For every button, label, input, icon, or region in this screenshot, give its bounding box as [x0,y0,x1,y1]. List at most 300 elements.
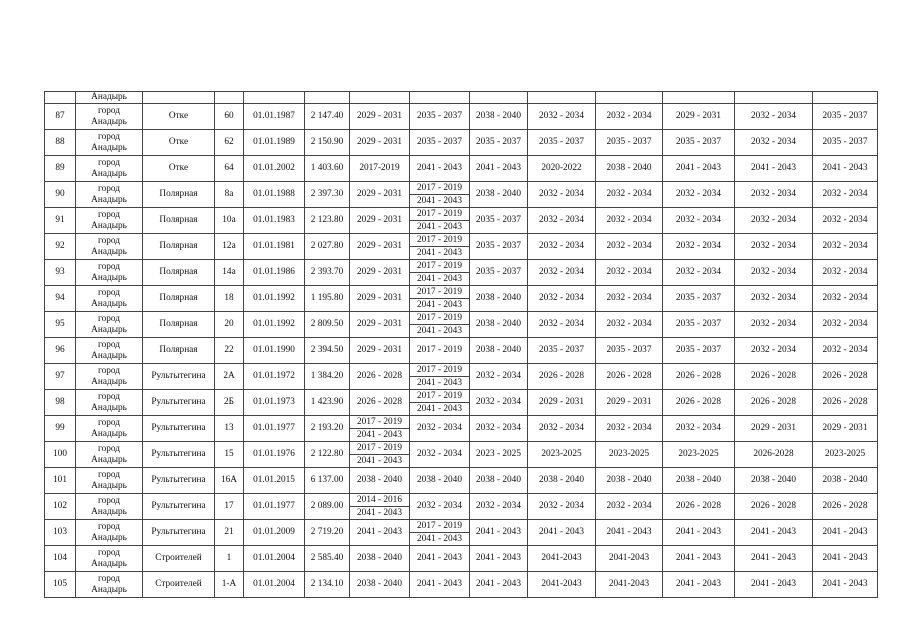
table-row [45,338,878,364]
date-cell: 01.01.2002 [244,156,305,182]
date-cell: 01.01.2009 [244,520,305,546]
date-cell: 01.01.1981 [244,234,305,260]
period-cell: 2032 - 2034 [470,494,528,520]
date-cell: 01.01.1973 [244,390,305,416]
table-row [45,92,878,104]
period-cell: 2041-2043 [596,572,663,598]
area-cell: 2 122.80 [305,442,350,468]
period-cell: 2041 - 2043 [813,546,878,572]
place-name: Анадырь [91,428,127,439]
period-cell: 2032 - 2034 [813,234,878,260]
table-row [45,156,878,182]
period-cell: 2041 - 2043 [410,546,470,572]
period-cell [410,312,470,338]
place-name: Анадырь [91,376,127,387]
place-name: Анадырь [91,558,127,569]
period-cell: 2032 - 2034 [735,286,813,312]
street-cell: Полярная [143,338,215,364]
period-cell: 2041 - 2043 [663,572,735,598]
period-cell: 2038 - 2040 [470,182,528,208]
period-cell: 2041 - 2043 [528,520,596,546]
period-cell: 2023-2025 [813,442,878,468]
place-type: город [98,183,120,194]
period-cell [410,364,470,390]
period-cell: 2032 - 2034 [596,312,663,338]
place-name: Анадырь [91,480,127,491]
period-cell: 2032 - 2034 [596,234,663,260]
period-cell: 2017-2019 [350,156,410,182]
period-cell: 2041-2043 [528,572,596,598]
date-cell: 01.01.1987 [244,104,305,130]
period-cell: 2038 - 2040 [596,156,663,182]
place-type: город [98,235,120,246]
period-cell: 2032 - 2034 [813,286,878,312]
place-name: Анадырь [91,246,127,257]
place-name: Анадырь [91,350,127,361]
period-cell: 2032 - 2034 [528,286,596,312]
period-cell: 2041 - 2043 [735,520,813,546]
period-cell-top: 2017 - 2019 [410,234,469,247]
period-cell: 2026 - 2028 [735,494,813,520]
period-cell: 2038 - 2040 [735,468,813,494]
house-cell: 21 [215,520,244,546]
period-cell: 2038 - 2040 [663,468,735,494]
place-cell [76,312,143,338]
place-type: город [98,547,120,558]
table-row [45,208,878,234]
row-number: 93 [45,260,76,286]
place-type: город [98,105,120,116]
period-cell-bottom: 2041 - 2043 [417,248,462,258]
period-cell: 2041 - 2043 [410,156,470,182]
period-cell: 2032 - 2034 [735,338,813,364]
period-cell-top: 2017 - 2019 [350,442,409,455]
house-cell: 14а [215,260,244,286]
row-number: 103 [45,520,76,546]
period-cell: 2032 - 2034 [813,208,878,234]
period-cell: 2038 - 2040 [350,546,410,572]
house-cell: 18 [215,286,244,312]
date-cell: 01.01.1972 [244,364,305,390]
period-cell-top: 2017 - 2019 [410,182,469,195]
period-cell: 2026 - 2028 [735,364,813,390]
table-row [45,182,878,208]
house-cell: 20 [215,312,244,338]
housing-repair-table [44,91,878,598]
date-cell: 01.01.2004 [244,572,305,598]
table-row [45,416,878,442]
period-cell: 2029 - 2031 [350,260,410,286]
area-cell: 1 195.80 [305,286,350,312]
period-cell-top: 2017 - 2019 [410,390,469,403]
street-cell: Рультытегина [143,416,215,442]
period-cell: 2017 - 2019 [410,338,470,364]
period-cell: 2032 - 2034 [596,286,663,312]
table-row [45,520,878,546]
period-cell: 2029 - 2031 [350,208,410,234]
period-cell: 2035 - 2037 [528,130,596,156]
table-row [45,468,878,494]
area-cell: 2 123.80 [305,208,350,234]
table-row [45,260,878,286]
period-cell: 2035 - 2037 [470,234,528,260]
place-name: Анадырь [91,402,127,413]
place-cell [76,338,143,364]
row-number: 101 [45,468,76,494]
place-cell [76,442,143,468]
period-cell: 2032 - 2034 [470,390,528,416]
house-cell: 60 [215,104,244,130]
street-cell: Строителей [143,546,215,572]
period-cell: 2041 - 2043 [410,572,470,598]
place-cell [76,208,143,234]
period-cell: 2032 - 2034 [813,260,878,286]
place-name: Анадырь [91,532,127,543]
period-cell: 2032 - 2034 [528,182,596,208]
place-cell [76,156,143,182]
period-cell-top: 2017 - 2019 [410,520,469,533]
house-cell: 13 [215,416,244,442]
period-cell: 2038 - 2040 [470,312,528,338]
table-row [45,286,878,312]
place-type: город [98,417,120,428]
row-number: 97 [45,364,76,390]
place-cell [76,260,143,286]
period-cell: 2038 - 2040 [528,468,596,494]
date-cell: 01.01.1992 [244,312,305,338]
period-cell: 2041 - 2043 [813,572,878,598]
place-type: город [98,391,120,402]
table-row [45,546,878,572]
place-cell [76,546,143,572]
period-cell: 2038 - 2040 [470,104,528,130]
place-cell [76,572,143,598]
place-cell [76,390,143,416]
period-cell: 2041 - 2043 [735,156,813,182]
period-cell: 2026 - 2028 [528,364,596,390]
period-cell: 2035 - 2037 [470,130,528,156]
area-cell: 1 423.90 [305,390,350,416]
period-cell-top: 2017 - 2019 [410,312,469,325]
period-cell-bottom: 2041 - 2043 [417,378,462,388]
area-cell: 1 403.60 [305,156,350,182]
period-cell: 2038 - 2040 [410,468,470,494]
table-row [45,104,878,130]
table-row [45,312,878,338]
period-cell: 2029 - 2031 [350,338,410,364]
period-cell: 2029 - 2031 [596,390,663,416]
row-number: 89 [45,156,76,182]
period-cell: 2032 - 2034 [735,104,813,130]
area-cell: 2 134.10 [305,572,350,598]
place-cell: Анадырь [76,92,143,104]
date-cell: 01.01.1986 [244,260,305,286]
period-cell: 2035 - 2037 [528,338,596,364]
table-row [45,364,878,390]
place-name: Анадырь [91,324,127,335]
period-cell-bottom: 2041 - 2043 [417,222,462,232]
period-cell-bottom: 2041 - 2043 [417,274,462,284]
period-cell-bottom: 2041 - 2043 [357,430,402,440]
street-cell: Рультытегина [143,442,215,468]
period-cell: 2029 - 2031 [528,390,596,416]
period-cell-top: 2017 - 2019 [350,416,409,429]
area-cell: 2 147.40 [305,104,350,130]
row-number: 104 [45,546,76,572]
place-type: город [98,339,120,350]
period-cell: 2026 - 2028 [663,364,735,390]
period-cell: 2023-2025 [663,442,735,468]
place-name: Анадырь [91,142,127,153]
area-cell: 2 089.00 [305,494,350,520]
period-cell-bottom: 2041 - 2043 [357,508,402,518]
place-type: город [98,443,120,454]
period-cell: 2032 - 2034 [735,312,813,338]
house-cell: 17 [215,494,244,520]
period-cell: 2032 - 2034 [470,364,528,390]
area-cell: 2 193.20 [305,416,350,442]
period-cell: 2035 - 2037 [663,338,735,364]
house-cell: 10а [215,208,244,234]
date-cell: 01.01.1976 [244,442,305,468]
period-cell: 2041 - 2043 [663,156,735,182]
street-cell: Полярная [143,260,215,286]
date-cell: 01.01.2015 [244,468,305,494]
period-cell: 2032 - 2034 [596,494,663,520]
place-type: город [98,157,120,168]
row-number: 95 [45,312,76,338]
period-cell: 2026 - 2028 [813,390,878,416]
period-cell [350,416,410,442]
period-cell: 2041 - 2043 [813,520,878,546]
area-cell: 2 397.30 [305,182,350,208]
street-cell: Полярная [143,312,215,338]
period-cell: 2032 - 2034 [528,208,596,234]
period-cell: 2035 - 2037 [663,130,735,156]
period-cell-top: 2014 - 2016 [350,494,409,507]
date-cell: 01.01.1988 [244,182,305,208]
street-cell: Отке [143,104,215,130]
row-number: 96 [45,338,76,364]
period-cell: 2032 - 2034 [735,182,813,208]
row-number: 88 [45,130,76,156]
period-cell: 2032 - 2034 [735,234,813,260]
period-cell: 2041-2043 [596,546,663,572]
place-type: город [98,365,120,376]
place-cell [76,520,143,546]
period-cell: 2038 - 2040 [470,468,528,494]
street-cell: Строителей [143,572,215,598]
period-cell: 2026 - 2028 [596,364,663,390]
period-cell: 2041 - 2043 [735,572,813,598]
place-cell [76,104,143,130]
period-cell: 2032 - 2034 [596,260,663,286]
period-cell: 2035 - 2037 [813,104,878,130]
period-cell: 2032 - 2034 [663,416,735,442]
period-cell: 2041 - 2043 [735,546,813,572]
place-name: Анадырь [91,116,127,127]
period-cell: 2032 - 2034 [410,442,470,468]
period-cell: 2041 - 2043 [350,520,410,546]
place-name: Анадырь [91,272,127,283]
period-cell: 2032 - 2034 [528,416,596,442]
period-cell: 2035 - 2037 [813,130,878,156]
table-row [45,390,878,416]
house-cell: 2Б [215,390,244,416]
date-cell: 01.01.1989 [244,130,305,156]
place-cell [76,468,143,494]
period-cell: 2041 - 2043 [663,546,735,572]
period-cell: 2029 - 2031 [813,416,878,442]
table-row [45,130,878,156]
period-cell [410,260,470,286]
period-cell: 2035 - 2037 [470,208,528,234]
period-cell: 2032 - 2034 [528,104,596,130]
period-cell: 2038 - 2040 [470,286,528,312]
street-cell: Рультытегина [143,494,215,520]
period-cell: 2038 - 2040 [350,468,410,494]
period-cell: 2038 - 2040 [596,468,663,494]
place-type: город [98,521,120,532]
period-cell: 2041 - 2043 [813,156,878,182]
period-cell: 2035 - 2037 [470,260,528,286]
period-cell: 2035 - 2037 [596,338,663,364]
period-cell: 2032 - 2034 [410,494,470,520]
period-cell: 2032 - 2034 [528,312,596,338]
period-cell: 2035 - 2037 [663,312,735,338]
house-cell: 8а [215,182,244,208]
period-cell [410,208,470,234]
place-name: Анадырь [91,298,127,309]
place-cell [76,234,143,260]
period-cell [350,442,410,468]
period-cell: 2032 - 2034 [663,182,735,208]
period-cell: 2032 - 2034 [663,208,735,234]
house-cell: 22 [215,338,244,364]
house-cell: 16А [215,468,244,494]
place-name: Анадырь [91,506,127,517]
period-cell: 2026 - 2028 [735,390,813,416]
street-cell: Полярная [143,208,215,234]
table-row [45,234,878,260]
place-name: Анадырь [91,168,127,179]
row-number: 98 [45,390,76,416]
period-cell-bottom: 2041 - 2043 [417,196,462,206]
area-cell: 2 809.50 [305,312,350,338]
area-cell: 2 150.90 [305,130,350,156]
period-cell: 2035 - 2037 [410,130,470,156]
date-cell: 01.01.1992 [244,286,305,312]
place-name: Анадырь [91,194,127,205]
period-cell: 2023-2025 [528,442,596,468]
period-cell: 2038 - 2040 [470,338,528,364]
place-cell [76,130,143,156]
period-cell: 2038 - 2040 [350,572,410,598]
period-cell [410,390,470,416]
date-cell: 01.01.1983 [244,208,305,234]
place-type: город [98,209,120,220]
place-type: город [98,495,120,506]
house-cell: 15 [215,442,244,468]
street-cell: Рультытегина [143,390,215,416]
row-number: 87 [45,104,76,130]
period-cell: 2032 - 2034 [596,182,663,208]
period-cell: 2032 - 2034 [596,208,663,234]
place-cell [76,286,143,312]
place-type: город [98,469,120,480]
place-cell [76,494,143,520]
period-cell [410,520,470,546]
period-cell-top: 2017 - 2019 [410,286,469,299]
street-cell: Полярная [143,182,215,208]
area-cell: 2 393.70 [305,260,350,286]
row-number: 99 [45,416,76,442]
period-cell-bottom: 2041 - 2043 [417,404,462,414]
period-cell: 2041 - 2043 [596,520,663,546]
place-cell [76,416,143,442]
place-type: город [98,313,120,324]
table-row [45,442,878,468]
row-number: 102 [45,494,76,520]
period-cell: 2026 - 2028 [350,390,410,416]
period-cell: 2029 - 2031 [350,286,410,312]
period-cell: 2029 - 2031 [350,104,410,130]
period-cell: 2041-2043 [528,546,596,572]
table-row [45,572,878,598]
area-cell: 2 394.50 [305,338,350,364]
row-number: 91 [45,208,76,234]
period-cell: 2026 - 2028 [663,494,735,520]
period-cell-bottom: 2041 - 2043 [417,534,462,544]
date-cell: 01.01.1977 [244,494,305,520]
period-cell: 2041 - 2043 [470,520,528,546]
house-cell: 1-А [215,572,244,598]
area-cell: 1 384.20 [305,364,350,390]
period-cell: 2032 - 2034 [813,338,878,364]
period-cell: 2032 - 2034 [596,416,663,442]
period-cell: 2029 - 2031 [350,130,410,156]
period-cell: 2032 - 2034 [596,104,663,130]
house-cell: 1 [215,546,244,572]
street-cell: Полярная [143,234,215,260]
date-cell: 01.01.2004 [244,546,305,572]
period-cell [350,494,410,520]
period-cell-top: 2017 - 2019 [410,364,469,377]
place-type: город [98,131,120,142]
date-cell: 01.01.1990 [244,338,305,364]
period-cell-bottom: 2041 - 2043 [417,326,462,336]
period-cell: 2041 - 2043 [470,546,528,572]
period-cell: 2029 - 2031 [735,416,813,442]
place-cell [76,182,143,208]
period-cell-top: 2017 - 2019 [410,208,469,221]
area-cell: 6 137.00 [305,468,350,494]
area-cell: 2 719.20 [305,520,350,546]
row-number: 94 [45,286,76,312]
period-cell: 2041 - 2043 [470,156,528,182]
period-cell: 2041 - 2043 [470,572,528,598]
period-cell: 2032 - 2034 [813,312,878,338]
period-cell: 2032 - 2034 [735,260,813,286]
period-cell: 2026-2028 [735,442,813,468]
street-cell: Отке [143,156,215,182]
place-cell [76,364,143,390]
period-cell: 2032 - 2034 [528,260,596,286]
date-cell: 01.01.1977 [244,416,305,442]
street-cell: Рультытегина [143,520,215,546]
period-cell: 2032 - 2034 [663,234,735,260]
period-cell: 2035 - 2037 [596,130,663,156]
